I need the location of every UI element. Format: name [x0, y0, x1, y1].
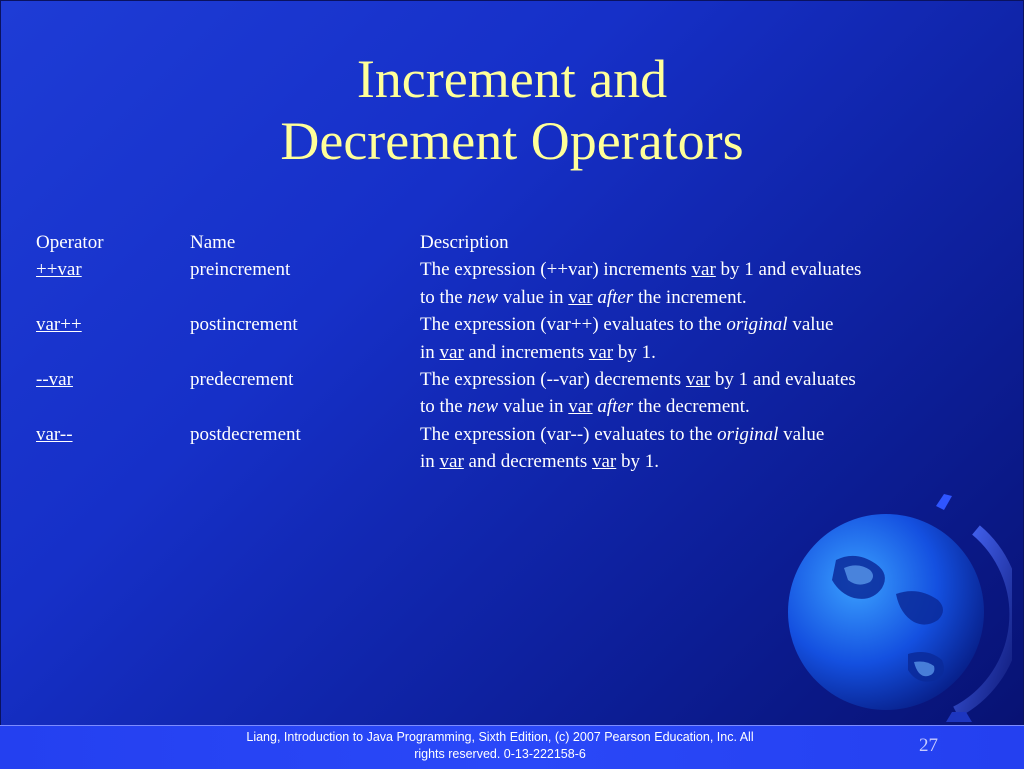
header-name: Name — [190, 232, 236, 253]
table-row — [36, 421, 996, 448]
title-line-2: Decrement Operators — [280, 111, 744, 171]
description-line: The expression (var--) evaluates to the original value — [420, 423, 825, 445]
slide-title — [0, 48, 1024, 172]
name-cell: postdecrement — [190, 423, 301, 445]
description-line: in var and increments var by 1. — [420, 341, 656, 363]
name-cell: postincrement — [190, 314, 298, 336]
operator-cell: var++ — [36, 314, 82, 336]
copyright-line-1: Liang, Introduction to Java Programming, Sixth Edition, (c) 2007 Pearson Education, Inc. All — [246, 730, 754, 744]
copyright-line-2: rights reserved. 0-13-222158-6 — [414, 747, 586, 761]
slide-footer — [0, 725, 1024, 769]
table-header-row — [36, 229, 996, 256]
globe-icon — [776, 486, 1012, 722]
table-row-continuation — [36, 339, 996, 366]
operators-table — [36, 229, 996, 476]
description-line: The expression (var++) evaluates to the original value — [420, 314, 834, 336]
name-cell: predecrement — [190, 368, 294, 390]
description-line: The expression (++var) increments var by 1 and evaluates — [420, 259, 862, 281]
name-cell: preincrement — [190, 259, 291, 281]
table-row — [36, 256, 996, 283]
copyright-text — [200, 729, 800, 763]
operator-cell: ++var — [36, 259, 82, 281]
description-line: to the new value in var after the increment. — [420, 286, 747, 308]
description-line: The expression (--var) decrements var by 1 and evaluates — [420, 368, 856, 390]
description-line: to the new value in var after the decrement. — [420, 396, 750, 418]
title-line-1: Increment and — [356, 49, 668, 109]
table-row-continuation — [36, 284, 996, 311]
operator-cell: --var — [36, 368, 73, 390]
header-operator: Operator — [36, 232, 104, 253]
table-row-continuation — [36, 393, 996, 420]
table-row-continuation — [36, 448, 996, 475]
operator-cell: var-- — [36, 423, 73, 445]
table-row — [36, 311, 996, 338]
header-description: Description — [420, 232, 509, 253]
page-number: 27 — [919, 735, 938, 756]
description-line: in var and decrements var by 1. — [420, 451, 660, 473]
table-row — [36, 366, 996, 393]
